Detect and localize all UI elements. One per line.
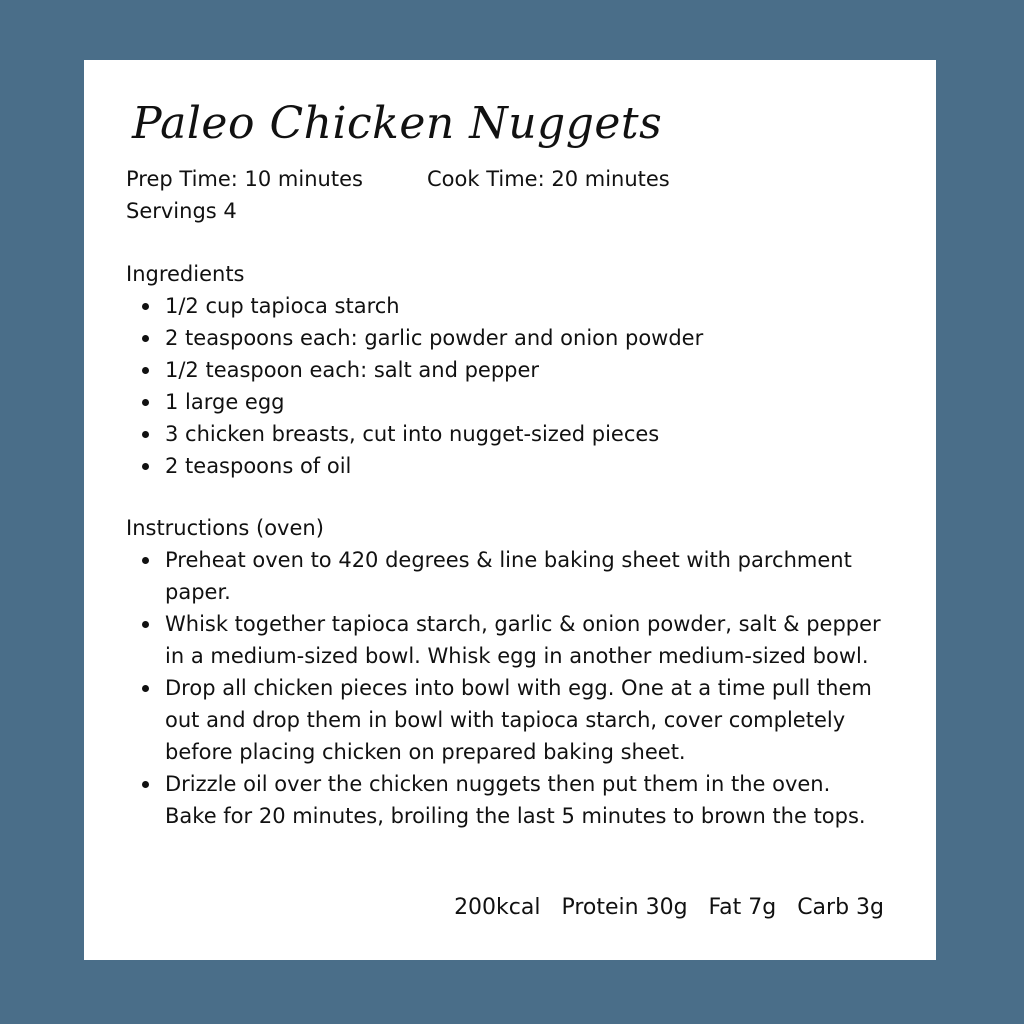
instruction-step: Whisk together tapioca starch, garlic & onion powder, salt & pepper in a medium-sized bowl. Whisk egg in another medium-sized bowl.	[126, 608, 886, 672]
prep-time: Prep Time: 10 minutes	[126, 167, 363, 191]
recipe-title: Paleo Chicken Nuggets	[132, 98, 663, 149]
ingredient-item: 1/2 teaspoon each: salt and pepper	[126, 354, 886, 386]
ingredient-item: 2 teaspoons of oil	[126, 450, 886, 482]
ingredient-item: 1/2 cup tapioca starch	[126, 290, 886, 322]
nutrition-info: 200kcal Protein 30g Fat 7g Carb 3g	[454, 895, 884, 920]
ingredients-heading: Ingredients	[126, 262, 245, 286]
ingredient-item: 3 chicken breasts, cut into nugget-sized pieces	[126, 418, 886, 450]
servings: Servings 4	[126, 199, 237, 223]
recipe-card	[84, 60, 936, 960]
ingredients-list	[126, 290, 886, 482]
instructions-list	[126, 544, 886, 832]
instruction-step: Preheat oven to 420 degrees & line baking sheet with parchment paper.	[126, 544, 886, 608]
cook-time: Cook Time: 20 minutes	[427, 167, 670, 191]
ingredient-item: 1 large egg	[126, 386, 886, 418]
ingredient-item: 2 teaspoons each: garlic powder and onion powder	[126, 322, 886, 354]
instructions-heading: Instructions (oven)	[126, 516, 324, 540]
instruction-step: Drizzle oil over the chicken nuggets then put them in the oven. Bake for 20 minutes, broiling the last 5 minutes to brown the tops.	[126, 768, 886, 832]
instruction-step: Drop all chicken pieces into bowl with egg. One at a time pull them out and drop them in bowl with tapioca starch, cover completely before placing chicken on prepared baking sheet.	[126, 672, 886, 768]
